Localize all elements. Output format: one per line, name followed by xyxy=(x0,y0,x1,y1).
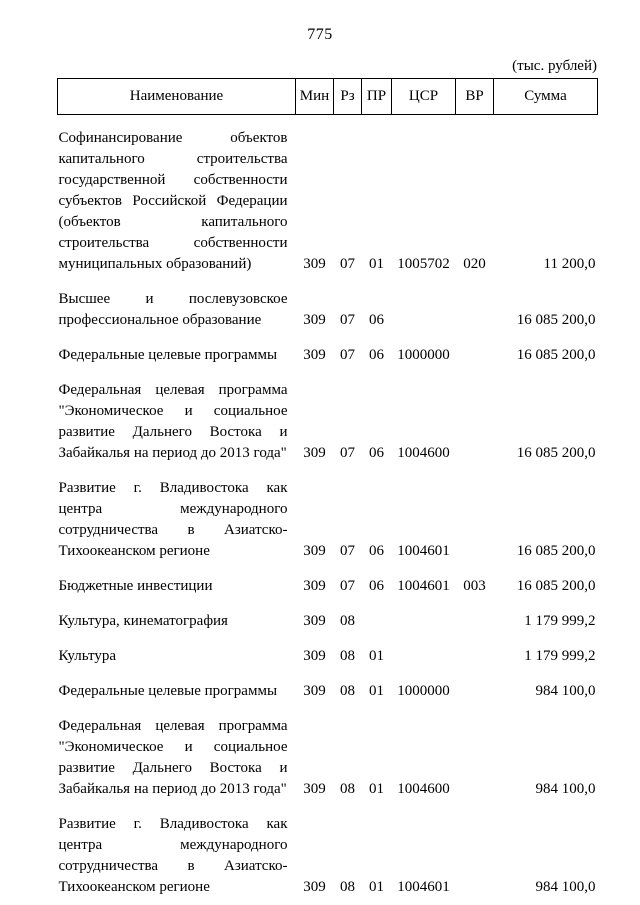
cell-summa: 16 085 200,0 xyxy=(516,312,596,328)
table-row xyxy=(58,563,598,598)
cell-name: Высшее и послевузовское профессиональное образование xyxy=(58,291,288,328)
cell-vr xyxy=(456,367,494,465)
cell-min: 309 xyxy=(303,683,326,699)
cell-vr xyxy=(456,465,494,563)
cell-vr: 020 xyxy=(463,256,486,272)
col-header-min: Мин xyxy=(296,79,334,115)
cell-summa: 984 100,0 xyxy=(535,683,596,699)
cell-rz: 08 xyxy=(340,879,355,895)
cell-pr: 01 xyxy=(369,879,384,895)
col-header-summa: Сумма xyxy=(494,79,598,115)
cell-pr: 06 xyxy=(369,543,384,559)
cell-rz: 08 xyxy=(340,648,355,664)
col-header-name: Наименование xyxy=(58,79,296,115)
cell-vr xyxy=(456,668,494,703)
cell-csr: 1004601 xyxy=(397,543,450,559)
cell-csr xyxy=(392,276,456,332)
cell-min: 309 xyxy=(303,347,326,363)
budget-table xyxy=(57,78,598,899)
cell-pr: 01 xyxy=(369,648,384,664)
cell-summa: 984 100,0 xyxy=(535,879,596,895)
cell-pr: 06 xyxy=(369,445,384,461)
cell-pr: 01 xyxy=(369,256,384,272)
table-row xyxy=(58,465,598,563)
cell-csr xyxy=(392,598,456,633)
cell-csr: 1000000 xyxy=(397,683,450,699)
units-label: (тыс. рублей) xyxy=(512,58,597,74)
cell-csr xyxy=(392,633,456,668)
cell-rz: 07 xyxy=(340,347,355,363)
cell-rz: 07 xyxy=(340,445,355,461)
cell-csr: 1000000 xyxy=(397,347,450,363)
cell-summa: 16 085 200,0 xyxy=(516,543,596,559)
cell-name: Культура, кинематография xyxy=(58,613,228,629)
cell-csr: 1004600 xyxy=(397,445,450,461)
cell-vr xyxy=(456,276,494,332)
cell-pr: 01 xyxy=(369,683,384,699)
cell-rz: 08 xyxy=(340,683,355,699)
cell-name: Развитие г. Владивостока как центра международного сотрудничества в Азиатско-Тихоокеанском регионе xyxy=(58,480,288,559)
table-row xyxy=(58,276,598,332)
cell-name: Софинансирование объектов капитального строительства государственной собственности субъектов Российской Федерации (объектов капитального строительства собственности муниципальных образований) xyxy=(58,130,288,272)
col-header-pr: ПР xyxy=(362,79,392,115)
cell-rz: 08 xyxy=(340,613,355,629)
cell-summa: 16 085 200,0 xyxy=(516,578,596,594)
cell-min: 309 xyxy=(303,781,326,797)
table-row xyxy=(58,633,598,668)
cell-vr xyxy=(456,598,494,633)
cell-rz: 08 xyxy=(340,781,355,797)
cell-rz: 07 xyxy=(340,578,355,594)
cell-pr xyxy=(362,598,392,633)
cell-rz: 07 xyxy=(340,256,355,272)
cell-csr: 1004600 xyxy=(397,781,450,797)
cell-min: 309 xyxy=(303,879,326,895)
cell-summa: 1 179 999,2 xyxy=(524,613,596,629)
cell-rz: 07 xyxy=(340,312,355,328)
col-header-csr: ЦСР xyxy=(392,79,456,115)
cell-summa: 16 085 200,0 xyxy=(516,347,596,363)
table-row xyxy=(58,367,598,465)
cell-min: 309 xyxy=(303,648,326,664)
cell-name: Федеральные целевые программы xyxy=(58,683,278,699)
cell-vr xyxy=(456,703,494,801)
cell-summa: 1 179 999,2 xyxy=(524,648,596,664)
table-row xyxy=(58,668,598,703)
cell-summa: 984 100,0 xyxy=(535,781,596,797)
cell-vr xyxy=(456,332,494,367)
cell-min: 309 xyxy=(303,578,326,594)
cell-min: 309 xyxy=(303,613,326,629)
cell-name: Развитие г. Владивостока как центра международного сотрудничества в Азиатско-Тихоокеанском регионе xyxy=(58,816,288,895)
cell-vr xyxy=(456,801,494,899)
cell-name: Бюджетные инвестиции xyxy=(58,578,213,594)
cell-pr: 06 xyxy=(369,347,384,363)
cell-summa: 11 200,0 xyxy=(543,256,596,272)
cell-rz: 07 xyxy=(340,543,355,559)
table-row xyxy=(58,598,598,633)
table-row xyxy=(58,801,598,899)
col-header-rz: Рз xyxy=(334,79,362,115)
col-header-vr: ВР xyxy=(456,79,494,115)
cell-summa: 16 085 200,0 xyxy=(516,445,596,461)
header-row xyxy=(58,79,598,115)
cell-pr: 06 xyxy=(369,578,384,594)
table-header xyxy=(58,79,598,115)
cell-pr: 01 xyxy=(369,781,384,797)
cell-pr: 06 xyxy=(369,312,384,328)
cell-name: Федеральная целевая программа "Экономическое и социальное развитие Дальнего Востока и Забайкалья на период до 2013 года" xyxy=(58,382,288,461)
table-row xyxy=(58,115,598,277)
cell-min: 309 xyxy=(303,445,326,461)
cell-csr: 1004601 xyxy=(397,879,450,895)
cell-name: Федеральная целевая программа "Экономическое и социальное развитие Дальнего Востока и Забайкалья на период до 2013 года" xyxy=(58,718,288,797)
table-body xyxy=(58,115,598,900)
cell-vr: 003 xyxy=(463,578,486,594)
cell-min: 309 xyxy=(303,256,326,272)
cell-csr: 1005702 xyxy=(397,256,450,272)
cell-min: 309 xyxy=(303,312,326,328)
cell-csr: 1004601 xyxy=(397,578,450,594)
cell-min: 309 xyxy=(303,543,326,559)
cell-vr xyxy=(456,633,494,668)
cell-name: Культура xyxy=(58,648,116,664)
cell-name: Федеральные целевые программы xyxy=(58,347,278,363)
table-row xyxy=(58,332,598,367)
table-row xyxy=(58,703,598,801)
page-number: 775 xyxy=(307,26,333,43)
